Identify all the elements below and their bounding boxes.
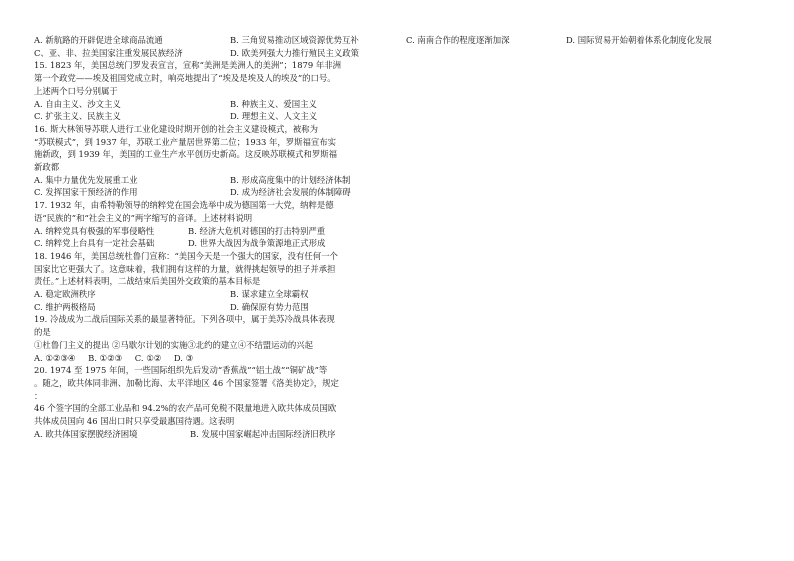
q19-option-a: A. ①②③④ [34, 352, 76, 363]
q15-options-row-1 [34, 98, 390, 111]
q20-option-b: B. 发展中国家崛起冲击国际经济旧秩序 [190, 428, 336, 439]
q16-stem-line: 施新政，到 1939 年，美国的工业生产水平创历史新高。这反映苏联模式和罗斯福 [34, 149, 338, 160]
q15-option-b: B. 种族主义、爱国主义 [230, 98, 317, 109]
q15-stem-line: 上述两个口号分别属于 [34, 85, 118, 96]
q20-stem-line: ： [34, 390, 43, 401]
q14-options-row-1 [34, 34, 390, 47]
q18-option-c: C. 维护两极格局 [34, 301, 96, 312]
q20-options-row-2 [406, 34, 766, 47]
q19-option-b: B. ①②③ [88, 352, 123, 363]
q16-stem-line: 新政都 [34, 162, 60, 173]
q20-stem-line: 。随之，欧共体同非洲、加勒比海、太平洋地区 46 个国家签署《洛美协定》，规定 [34, 377, 339, 388]
q18-stem-line: 18. 1946 年，美国总统杜鲁门宣称：“美国今天是一个强大的国家，没有任何一个 [34, 250, 338, 261]
left-column [34, 34, 390, 441]
q18-stem-line: 国家比它更强大了。这意味着，我们拥有这样的力量，就得挑起领导的担子并承担 [34, 263, 336, 274]
q20-option-d: D. 国际贸易开始朝着体系化制度化发展 [566, 35, 712, 45]
q19-option-c: C. ①② [134, 352, 162, 363]
q17-option-c: C. 纳粹党上台具有一定社会基础 [34, 238, 155, 249]
q15-option-a: A. 自由主义、沙文主义 [34, 98, 121, 109]
q18-option-b: B. 谋求建立全球霸权 [230, 289, 309, 300]
q20-options-row-1 [34, 428, 390, 441]
q14-options-row-2 [34, 47, 390, 60]
q15-stem-line: 第一个政党——埃及祖国党成立时，响亮地提出了“埃及是埃及人的埃及”的口号。 [34, 73, 336, 84]
q17-option-d: D. 世界大战因为战争策源地正式形成 [188, 238, 326, 249]
q17-options-row-2 [34, 237, 390, 250]
q16-option-c: C. 发挥国家干预经济的作用 [34, 187, 138, 198]
q14-option-d: D. 欧美列强大力推行殖民主义政策 [230, 47, 359, 58]
q20-stem-line: 20. 1974 至 1975 年间，一些国际组织先后发动“香蕉战”“铝土战”“铜矿战”等 [34, 365, 328, 376]
right-column [406, 34, 766, 47]
q19-stem-line: 的是 [34, 327, 51, 338]
q18-option-d: D. 确保原有势力范围 [230, 301, 309, 312]
q14-option-b: B. 三角贸易推动区域资源优势互补 [230, 35, 359, 45]
q17-option-a: A. 纳粹党具有极强的军事侵略性 [34, 225, 155, 236]
q18-stem-line: 责任。”上述材料表明，二战结束后美国外交政策的基本目标是 [34, 276, 261, 287]
q20-option-a: A. 欧共体国家摆脱经济困境 [34, 428, 138, 439]
q20-stem-line: 共体成员国向 46 国出口时只享受最惠国待遇。这表明 [34, 416, 235, 427]
q19-option-d: D. ③ [173, 352, 194, 363]
q16-option-d: D. 成为经济社会发展的体制障碍 [230, 187, 351, 198]
q16-stem-line: 16. 斯大林领导苏联人进行工业化建设时期开创的社会主义建设模式，被称为 [34, 123, 318, 134]
q15-options-row-2 [34, 110, 390, 123]
q17-stem-line: 17. 1932 年，由希特勒领导的纳粹党在国会选举中成为德国第一大党，纳粹是德 [34, 200, 334, 211]
q16-option-a: A. 集中力量优先发展重工业 [34, 174, 138, 185]
q14-option-c: C、亚、非、拉美国家注重发展民族经济 [34, 47, 183, 58]
q17-stem-line: 语“民族的”和“社会主义的”两字缩写的音译。上述材料说明 [34, 212, 253, 223]
q16-options-row-1 [34, 174, 390, 187]
q15-option-c: C. 扩张主义、民族主义 [34, 111, 121, 122]
q18-options-row-2 [34, 301, 390, 314]
q19-options-row [34, 352, 390, 365]
q18-option-a: A. 稳定欧洲秩序 [34, 289, 96, 300]
q19-stem-line: 19. 冷战成为二战后国际关系的最显著特征。下列各项中，属于美苏冷战具体表现 [34, 314, 335, 325]
q17-options-row-1 [34, 225, 390, 238]
q20-option-c: C. 南南合作的程度逐渐加深 [406, 35, 510, 45]
q16-stem-line: “苏联模式”，到 1937 年，苏联工业产量居世界第二位；1933 年，罗斯福宣布实 [34, 136, 337, 147]
q16-options-row-2 [34, 186, 390, 199]
q15-stem-line: 15. 1823 年，美国总统门罗发表宣言，宣称“美洲是美洲人的美洲”；1879 年非洲 [34, 60, 341, 71]
q18-options-row-1 [34, 288, 390, 301]
q17-option-b: B. 经济大危机对德国的打击特别严重 [188, 225, 326, 236]
q20-stem-line: 46 个签字国的全部工业品和 94.2%的农产品可免税不限量地进入欧共体成员国欧 [34, 403, 337, 414]
q14-option-a: A. 新航路的开辟促进全球商品流通 [34, 35, 163, 45]
q15-option-d: D. 理想主义、人文主义 [230, 111, 318, 122]
q19-stem-line: ①杜鲁门主义的提出 ②马歇尔计划的实施③北约的建立④不结盟运动的兴起 [34, 339, 314, 350]
q16-option-b: B. 形成高度集中的计划经济体制 [230, 174, 351, 185]
